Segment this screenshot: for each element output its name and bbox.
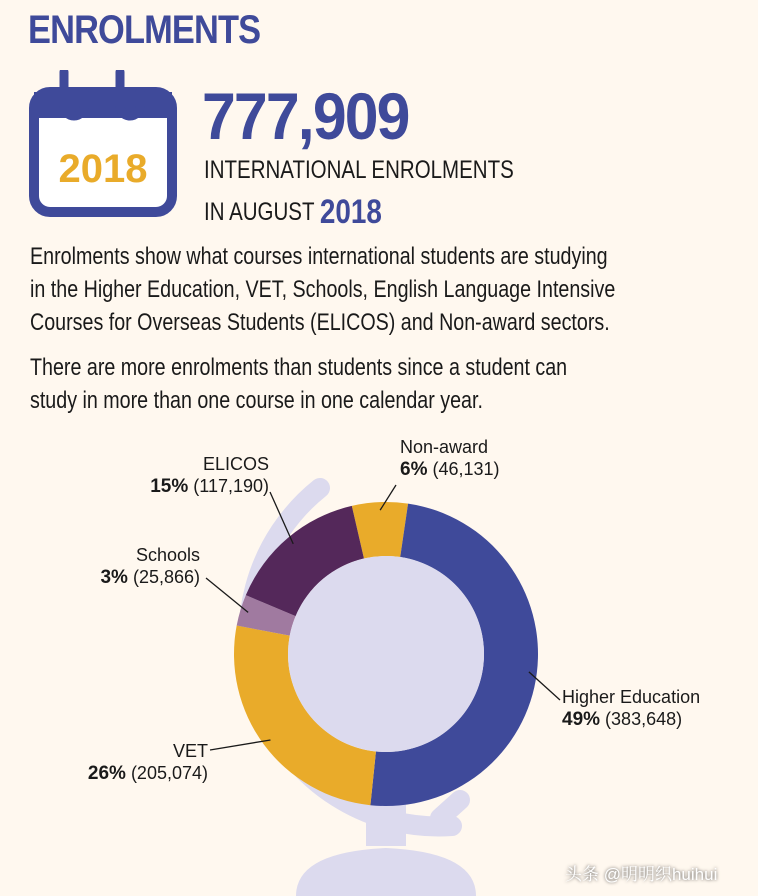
calendar-year: 2018 xyxy=(58,147,148,191)
donut-hole xyxy=(288,556,484,752)
label-value: (205,074) xyxy=(130,763,208,783)
intro-line: in the Higher Education, VET, Schools, English Language Intensive xyxy=(30,276,616,303)
subtitle-month: IN AUGUST xyxy=(204,198,315,226)
label-higher-education xyxy=(562,686,700,731)
watermark: 头条 @明明织huihui xyxy=(565,865,718,884)
label-pct: 15% xyxy=(150,476,189,497)
subtitle-year: 2018 xyxy=(319,193,382,231)
label-name: VET xyxy=(172,741,208,761)
label-name: Schools xyxy=(135,545,200,565)
page-title: ENROLMENTS xyxy=(28,8,261,52)
label-pct: 26% xyxy=(87,763,126,784)
label-value: (46,131) xyxy=(432,459,500,479)
label-non-award xyxy=(400,436,500,481)
label-name: Higher Education xyxy=(562,687,701,707)
label-value: (117,190) xyxy=(193,476,269,496)
label-value: (383,648) xyxy=(605,709,683,729)
label-vet xyxy=(88,740,208,785)
note-line: There are more enrolments than students since a student can xyxy=(30,354,568,381)
subtitle-line1: INTERNATIONAL ENROLMENTS xyxy=(204,156,514,184)
label-pct: 6% xyxy=(400,459,428,480)
globe-base xyxy=(296,848,476,896)
label-pct: 3% xyxy=(100,567,128,588)
leader-line-schools xyxy=(206,578,248,612)
label-pct: 49% xyxy=(562,709,601,730)
label-schools xyxy=(100,544,200,589)
label-elicos xyxy=(150,453,269,498)
leader-line-vet xyxy=(210,740,270,750)
label-name: ELICOS xyxy=(202,454,269,474)
label-value: (25,866) xyxy=(132,567,200,587)
total-enrolments: 777,909 xyxy=(202,79,409,153)
intro-line: Courses for Overseas Students (ELICOS) and Non-award sectors. xyxy=(30,309,610,336)
globe-arm xyxy=(440,800,460,818)
label-name: Non-award xyxy=(400,437,489,457)
intro-line: Enrolments show what courses international students are studying xyxy=(30,243,608,270)
note-line: study in more than one course in one calendar year. xyxy=(30,387,483,414)
